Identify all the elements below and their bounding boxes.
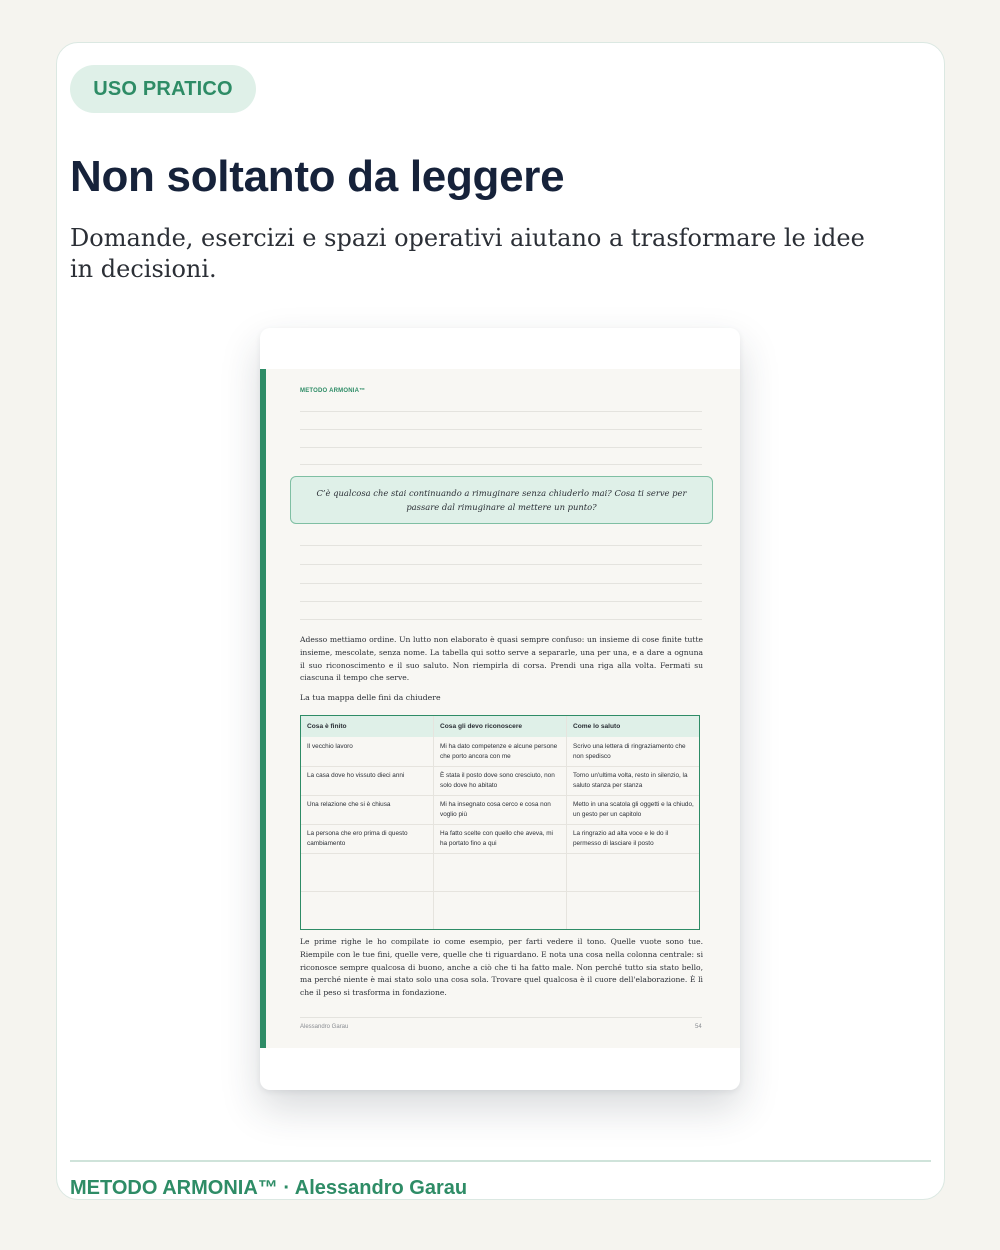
book-page-number: 54 — [695, 1024, 702, 1030]
table-divider — [301, 824, 699, 825]
table-cell: La ringrazio ad alta voce e le do il permesso di lasciare il posto — [573, 830, 669, 847]
writing-line — [300, 564, 702, 565]
table-cell: Il vecchio lavoro — [307, 743, 353, 750]
table-cell: È stata il posto dove sono cresciuto, non solo dove ho abitato — [440, 772, 555, 789]
writing-line — [300, 583, 702, 584]
table-cell: Metto in una scatola gli oggetti e la chiudo, un gesto per un capitolo — [573, 801, 694, 818]
table-cell: La persona che ero prima di questo cambiamento — [307, 830, 408, 847]
writing-line — [300, 447, 702, 448]
table-cell: Ha fatto scelte con quello che aveva, mi ha portato fino a qui — [440, 830, 553, 847]
table-divider — [301, 766, 699, 767]
footer-brand: METODO ARMONIA™ · Alessandro Garau — [70, 1177, 468, 1199]
table-cell: Torno un'ultima volta, resto in silenzio, la saluto stanza per stanza — [573, 772, 688, 789]
table-cell: Mi ha dato competenze e alcune persone che porto ancora con me — [440, 743, 558, 760]
reflection-question: C’è qualcosa che stai continuando a rimuginare senza chiuderlo mai? Cosa ti serve per passare dal rimuginare al mettere un punto? — [290, 476, 713, 524]
writing-line — [300, 429, 702, 430]
footer-divider — [70, 1160, 931, 1162]
table-header-cell: Cosa gli devo riconoscere — [440, 723, 523, 730]
table-cell: Mi ha insegnato cosa cerco e cosa non voglio più — [440, 801, 551, 818]
table-cell: Una relazione che si è chiusa — [307, 801, 391, 808]
table-divider — [566, 716, 567, 929]
book-page-accent-bar — [260, 369, 266, 1048]
writing-line — [300, 464, 702, 465]
writing-line — [300, 545, 702, 546]
book-page-footer-rule — [300, 1017, 702, 1018]
book-page-author: Alessandro Garau — [300, 1024, 349, 1030]
writing-line — [300, 601, 702, 602]
section-badge: USO PRATICO — [70, 65, 256, 113]
table-divider — [301, 795, 699, 796]
writing-line — [300, 619, 702, 620]
intro-paragraph: Adesso mettiamo ordine. Un lutto non elaborato è quasi sempre confuso: un insieme di cose finite tutte insieme, mescolate, senza nome. La tabella qui sotto serve a separarle, una per una, e a dare a ognuna il suo riconoscimento e il suo saluto. Non riempirla di corsa. Prendi una riga alla volta. Fermati su ciascuna il tempo che serve. — [300, 635, 703, 683]
table-header-cell: Cosa è finito — [307, 723, 347, 730]
book-page-brand: METODO ARMONIA™ — [300, 388, 366, 394]
table-header-cell: Come lo saluto — [573, 723, 621, 730]
table-caption: La tua mappa delle fini da chiudere — [300, 693, 441, 702]
table-cell: La casa dove ho vissuto dieci anni — [307, 772, 405, 779]
writing-line — [300, 411, 702, 412]
page-subtitle: Domande, esercizi e spazi operativi aiutano a trasformare le idee in decisioni. — [70, 224, 865, 283]
table-cell: Scrivo una lettera di ringraziamento che non spedisco — [573, 743, 686, 760]
endings-table — [300, 715, 700, 930]
table-divider — [301, 891, 699, 892]
page-title: Non soltanto da leggere — [70, 152, 565, 201]
table-divider — [301, 853, 699, 854]
closing-paragraph: Le prime righe le ho compilate io come esempio, per farti vedere il tono. Quelle vuote sono tue. Riempile con le tue fini, quelle vere, quelle che ti riguardano. E nota una cosa nella colonna centrale: si riconosce sempre qualcosa di buono, anche a ciò che ti ha fatto male. Non perché tutto sia stato bello, ma perché niente è mai stato solo una cosa sola. Trovare quel qualcosa è il cuore dell'elaborazione. È lì che il peso si trasforma in fondazione. — [300, 937, 703, 998]
table-divider — [433, 716, 434, 929]
